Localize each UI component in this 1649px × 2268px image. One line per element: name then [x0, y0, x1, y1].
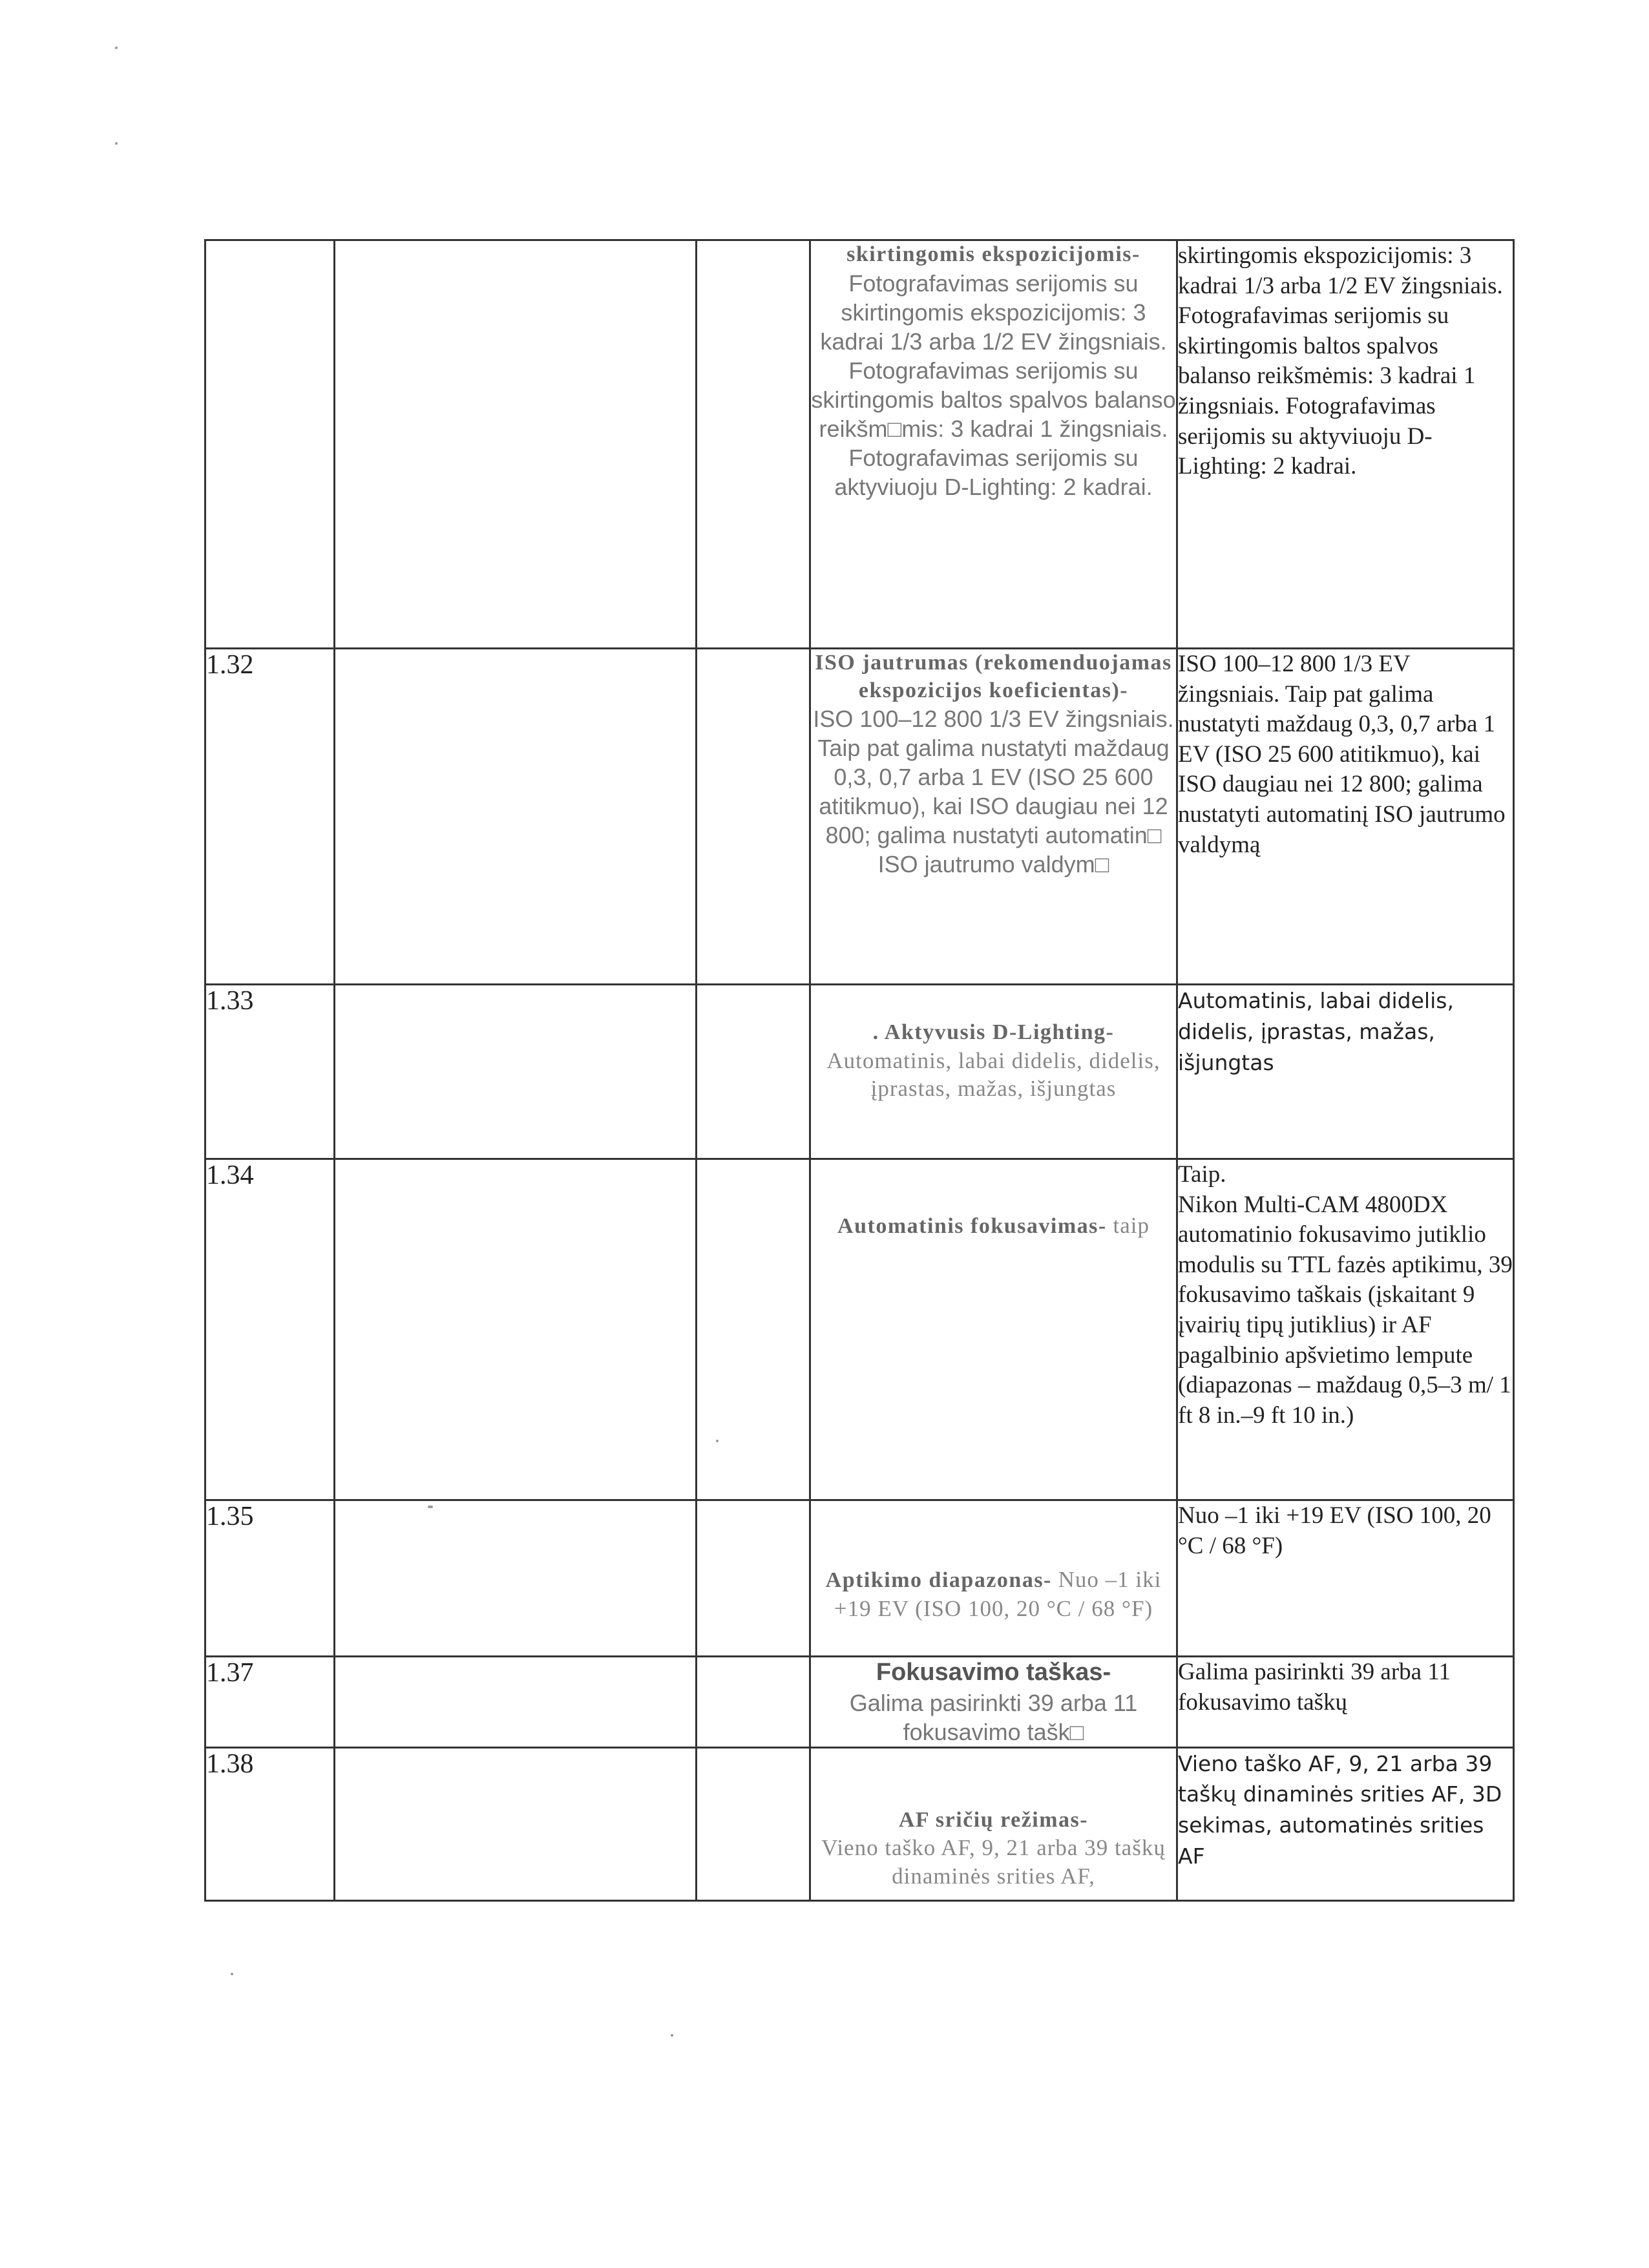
required-spec-cell: Galima pasirinkti 39 arba 11 fokusavimo taškų	[1177, 1657, 1514, 1748]
spec-label: skirtingomis ekspozicijomis-	[846, 242, 1140, 266]
empty-cell	[335, 240, 697, 649]
required-spec-cell: Nuo –1 iki +19 EV (ISO 100, 20 °C / 68 °F)	[1177, 1500, 1514, 1657]
spec-text: ISO 100–12 800 1/3 EV žingsniais. Taip pat galima nustatyti maždaug 0,3, 0,7 arba 1 EV (ISO 25 600 atitikmuo), kai ISO daugiau nei 12 800; galima nustatyti automatin□ ISO jautrumo valdym□	[813, 706, 1174, 877]
spec-text: Galima pasirinkti 39 arba 11 fokusavimo tašk□	[849, 1689, 1138, 1745]
table-row	[205, 985, 1514, 1159]
spec-label: AF sričių režimas-	[898, 1807, 1089, 1832]
empty-cell	[697, 1657, 810, 1748]
spec-label: . Aktyvusis D-Lighting-	[872, 1020, 1115, 1044]
table-row	[205, 649, 1514, 985]
offered-spec-cell	[810, 1500, 1177, 1657]
row-number: 1.34	[205, 1159, 335, 1500]
table-row	[205, 1657, 1514, 1748]
empty-cell	[697, 1747, 810, 1900]
spec-text: Vieno taško AF, 9, 21 arba 39 taškų dinaminės srities AF,	[821, 1835, 1166, 1889]
specification-table	[204, 239, 1515, 1902]
empty-cell	[335, 985, 697, 1159]
row-number: 1.35	[205, 1500, 335, 1657]
offered-spec-cell	[810, 240, 1177, 649]
table-row	[205, 240, 1514, 649]
empty-cell	[335, 649, 697, 985]
scan-speck	[231, 1973, 233, 1975]
row-number: 1.38	[205, 1747, 335, 1900]
offered-spec-cell	[810, 1747, 1177, 1900]
required-spec-cell: skirtingomis ekspozicijomis: 3 kadrai 1/3 arba 1/2 EV žingsniais. Fotografavimas serijomis su skirtingomis baltos spalvos balanso reikšmėmis: 3 kadrai 1 žingsniais. Fotografavimas serijomis su aktyviuoju D-Lighting: 2 kadrai.	[1177, 240, 1514, 649]
empty-cell	[335, 1500, 697, 1657]
required-spec-cell: Taip. Nikon Multi-CAM 4800DX automatinio fokusavimo jutiklio modulis su TTL fazės aptikimu, 39 fokusavimo taškais (įskaitant 9 įvairių tipų jutiklius) ir AF pagalbinio apšvietimo lempute (diapazonas – maždaug 0,5–3 m/ 1 ft 8 in.–9 ft 10 in.)	[1177, 1159, 1514, 1500]
required-spec-cell: Vieno taško AF, 9, 21 arba 39 taškų dinaminės srities AF, 3D sekimas, automatinės srities AF	[1177, 1747, 1514, 1900]
row-number: 1.33	[205, 985, 335, 1159]
offered-spec-cell	[810, 1657, 1177, 1748]
table-row	[205, 1747, 1514, 1900]
offered-spec-cell	[810, 985, 1177, 1159]
row-number: 1.37	[205, 1657, 335, 1748]
offered-spec-cell	[810, 649, 1177, 985]
empty-cell	[697, 649, 810, 985]
empty-cell	[697, 1159, 810, 1500]
table-row	[205, 1159, 1514, 1500]
spec-label: ISO jautrumas (rekomenduojamas ekspozicijos koeficientas)-	[815, 651, 1172, 702]
table-row	[205, 1500, 1514, 1657]
empty-cell	[697, 240, 810, 649]
empty-cell	[697, 1500, 810, 1657]
spec-text: Fotografavimas serijomis su skirtingomis ekspozicijomis: 3 kadrai 1/3 arba 1/2 EV žingsniais. Fotografavimas serijomis su skirtingomis baltos spalvos balanso reikšm□mis: 3 kadrai 1 žingsniais. Fotografavimas serijomis su aktyviuoju D-Lighting: 2 kadrai.	[811, 269, 1176, 500]
scan-speck	[115, 47, 118, 49]
row-number	[205, 240, 335, 649]
empty-cell	[697, 985, 810, 1159]
empty-cell	[335, 1747, 697, 1900]
required-spec-cell: Automatinis, labai didelis, didelis, įprastas, mažas, išjungtas	[1177, 985, 1514, 1159]
scan-speck	[671, 2034, 673, 2037]
spec-label: Fokusavimo taškas-	[876, 1659, 1111, 1686]
row-number: 1.32	[205, 649, 335, 985]
spec-label: Automatinis fokusavimas-	[837, 1214, 1107, 1238]
scan-speck	[115, 142, 118, 145]
spec-text: Nuo –1 iki +19 EV (ISO 100, 20 °C / 68 °F)	[834, 1567, 1162, 1621]
required-spec-cell: ISO 100–12 800 1/3 EV žingsniais. Taip pat galima nustatyti maždaug 0,3, 0,7 arba 1 EV (ISO 25 600 atitikmuo), kai ISO daugiau nei 12 800; galima nustatyti automatinį ISO jautrumo valdymą	[1177, 649, 1514, 985]
spec-text: Automatinis, labai didelis, didelis, įprastas, mažas, išjungtas	[826, 1047, 1161, 1102]
spec-label: Aptikimo diapazonas-	[825, 1568, 1052, 1592]
empty-cell	[335, 1657, 697, 1748]
empty-cell	[335, 1159, 697, 1500]
offered-spec-cell	[810, 1159, 1177, 1500]
spec-text: taip	[1106, 1213, 1150, 1238]
